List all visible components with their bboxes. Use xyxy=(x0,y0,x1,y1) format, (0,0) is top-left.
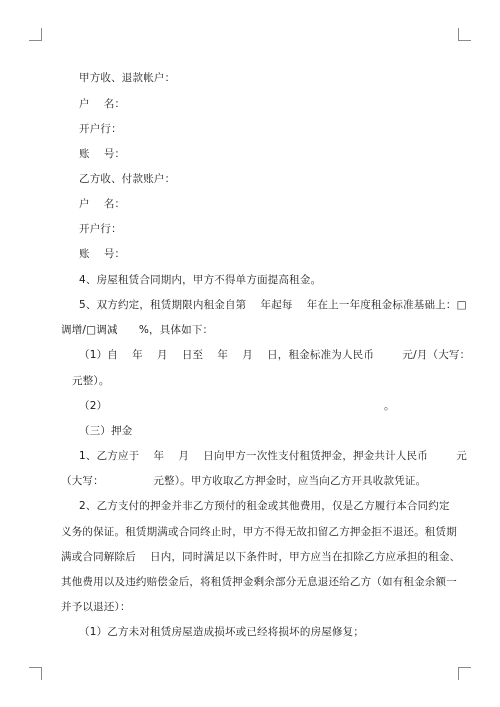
text-line: 其他费用以及违约赔偿金后，将租赁押金剩余部分无息退还给乙方（如有租金余额一 xyxy=(61,576,457,588)
text-line: 义务的保证。租赁期满或合同终止时，甲方不得无故扣留乙方押金拒不退还。租赁期 xyxy=(61,526,457,538)
text-line: 2、乙方支付的押金并非乙方预付的租金或其他费用，仅是乙方履行本合同约定 xyxy=(79,500,450,512)
text-line: （2） xyxy=(79,400,108,412)
text-line: 1、乙方应于 年 月 日向甲方一次性支付租赁押金，押金共计人民币 元 xyxy=(79,450,467,462)
text-line: 并予以退还）： xyxy=(61,601,131,613)
crop-mark-bottom-left xyxy=(29,667,42,680)
text-line: 满或合同解除后 日内，同时满足以下条件时，甲方应当在扣除乙方应承担的租金、 xyxy=(61,551,461,563)
crop-mark-top-right xyxy=(458,28,471,41)
text-line: 乙方收、付款账户： xyxy=(79,173,176,185)
crop-mark-bottom-right xyxy=(458,667,471,680)
text-line: 甲方收、退款帐户： xyxy=(79,72,176,84)
text-line: 开户行： xyxy=(79,223,122,235)
section-heading: （三）押金 xyxy=(79,425,133,437)
crop-mark-top-left xyxy=(29,28,42,41)
text-line: 户 名： xyxy=(79,198,126,210)
text-line: 元整）。 xyxy=(72,375,110,387)
text-line: 开户行： xyxy=(79,123,122,135)
text-line: 。 xyxy=(384,400,395,412)
text-line: （1）自 年 月 日至 年 月 日，租金标准为人民币 元/月（大写： xyxy=(79,349,471,361)
text-line: （大写： 元整）。甲方收取乙方押金时，应当向乙方开具收款凭证。 xyxy=(61,475,427,487)
text-line: 调增/□调减 %，具体如下： xyxy=(61,324,214,336)
text-line: 户 名： xyxy=(79,98,126,110)
text-line: 4、房屋租赁合同期内，甲方不得单方面提高租金。 xyxy=(79,274,322,286)
text-line: 5、双方约定，租赁期限内租金自第 年起每 年在上一年度租金标准基础上：□ xyxy=(79,299,467,311)
text-line: 账 号： xyxy=(79,148,126,160)
text-line: 账 号： xyxy=(79,248,126,260)
text-line: （1）乙方未对租赁房屋造成损坏或已经将损坏的房屋修复； xyxy=(79,626,365,638)
